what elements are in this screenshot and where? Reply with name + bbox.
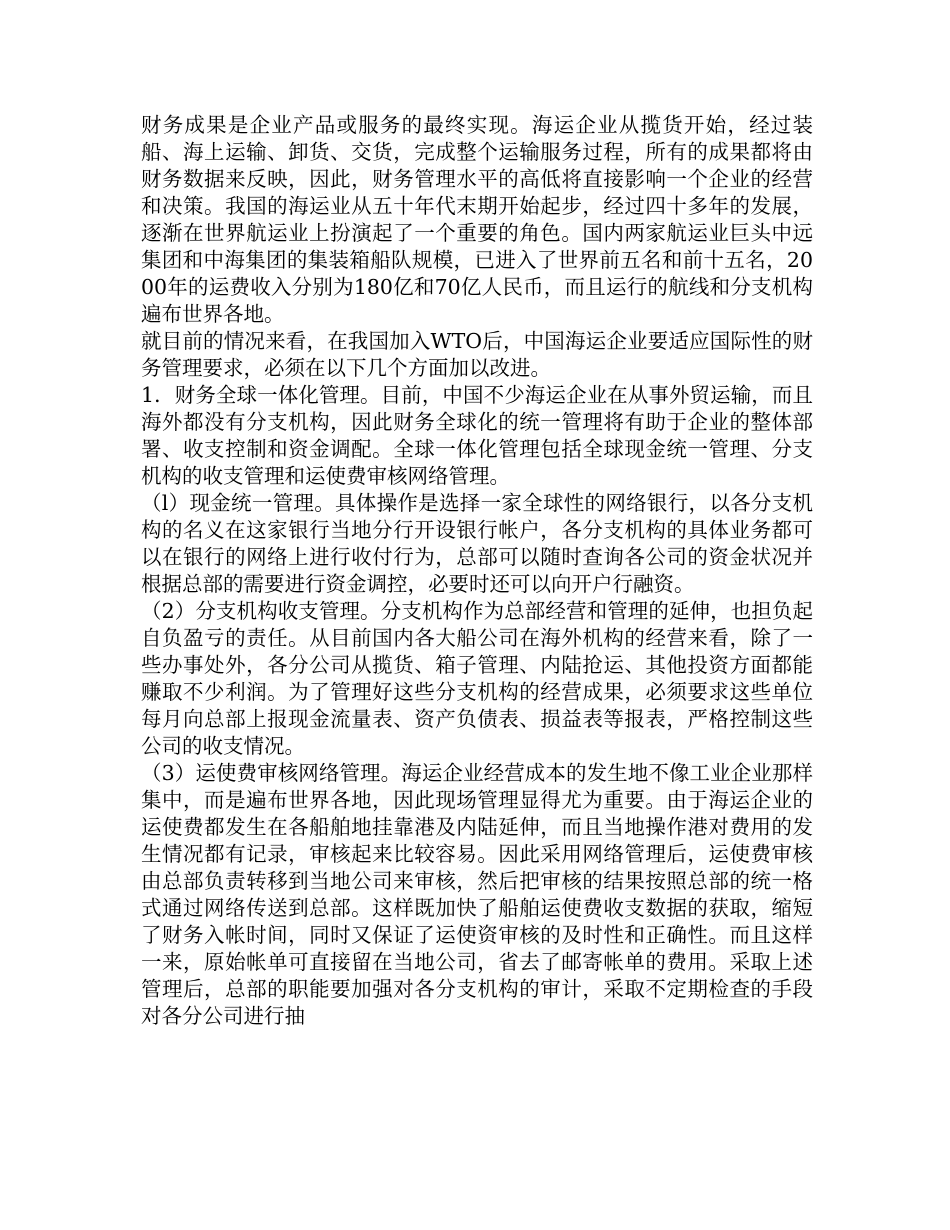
paragraph-intro: 财务成果是企业产品或服务的最终实现。海运企业从揽货开始，经过装船、海上运输、卸货、交货，完成整个运输服务过程，所有的成果都将由财务数据来反映，因此，财务管理水平的高低将直接影响一个企业的经营和决策。我国的海运业从五十年代末期开始起步，经过四十多年的发展，逐渐在世界航运业上扮演起了一个重要的角色。国内两家航运业巨头中远集团和中海集团的集装箱船队规模，已进入了世界前五名和前十五名，2000年的运费收入分别为180亿和70亿人民币，而且运行的航线和分支机构遍布世界各地。 [141, 113, 813, 326]
paragraph-freight-audit: （3）运使费审核网络管理。海运企业经营成本的发生地不像工业企业那样集中，而是遍布世界各地，因此现场管理显得尤为重要。由于海运企业的运使费都发生在各船舶地挂靠港及内陆延伸，而且当地操作港对费用的发生情况都有记录，审核起来比较容易。因此采用网络管理后，运使费审核由总部负责转移到当地公司来审核，然后把审核的结果按照总部的统一格式通过网络传送到总部。这样既加快了船舶运使费收支数据的获取，缩短了财务入帐时间，同时又保证了运使资审核的及时性和正确性。而且这样一来，原始帐单可直接留在当地公司，省去了邮寄帐单的费用。采取上述管理后，总部的职能要加强对各分支机构的审计，采取不定期检查的手段对各分公司进行抽 [141, 761, 813, 1028]
paragraph-wto-context: 就目前的情况来看，在我国加入WTO后，中国海运企业要适应国际性的财务管理要求，必须在以下几个方面加以改进。 [141, 329, 813, 380]
paragraph-section-1: 1．财务全球一体化管理。目前，中国不少海运企业在从事外贸运输，而且海外都没有分支机构，因此财务全球化的统一管理将有助于企业的整体部署、收支控制和资金调配。全球一体化管理包括全球现金统一管理、分支机构的收支管理和运使费审核网络管理。 [141, 383, 813, 488]
paragraph-cash-management: （l）现金统一管理。具体操作是选择一家全球性的网络银行，以各分支机构的名义在这家银行当地分行开设银行帐户，各分支机构的具体业务都可以在银行的网络上进行收付行为，总部可以随时查询各公司的资金状况并根据总部的需要进行资金调控，必要时还可以向开户行融资。 [141, 491, 813, 596]
paragraph-branch-management: （2）分支机构收支管理。分支机构作为总部经营和管理的延伸，也担负起自负盈亏的责任。从目前国内各大船公司在海外机构的经营来看，除了一些办事处外，各分公司从揽货、箱子管理、内陆抢运、其他投资方面都能赚取不少利润。为了管理好这些分支机构的经营成果，必须要求这些单位每月向总部上报现金流量表、资产负债表、损益表等报表，严格控制这些公司的收支情况。 [141, 599, 813, 758]
document-body [141, 112, 813, 1030]
